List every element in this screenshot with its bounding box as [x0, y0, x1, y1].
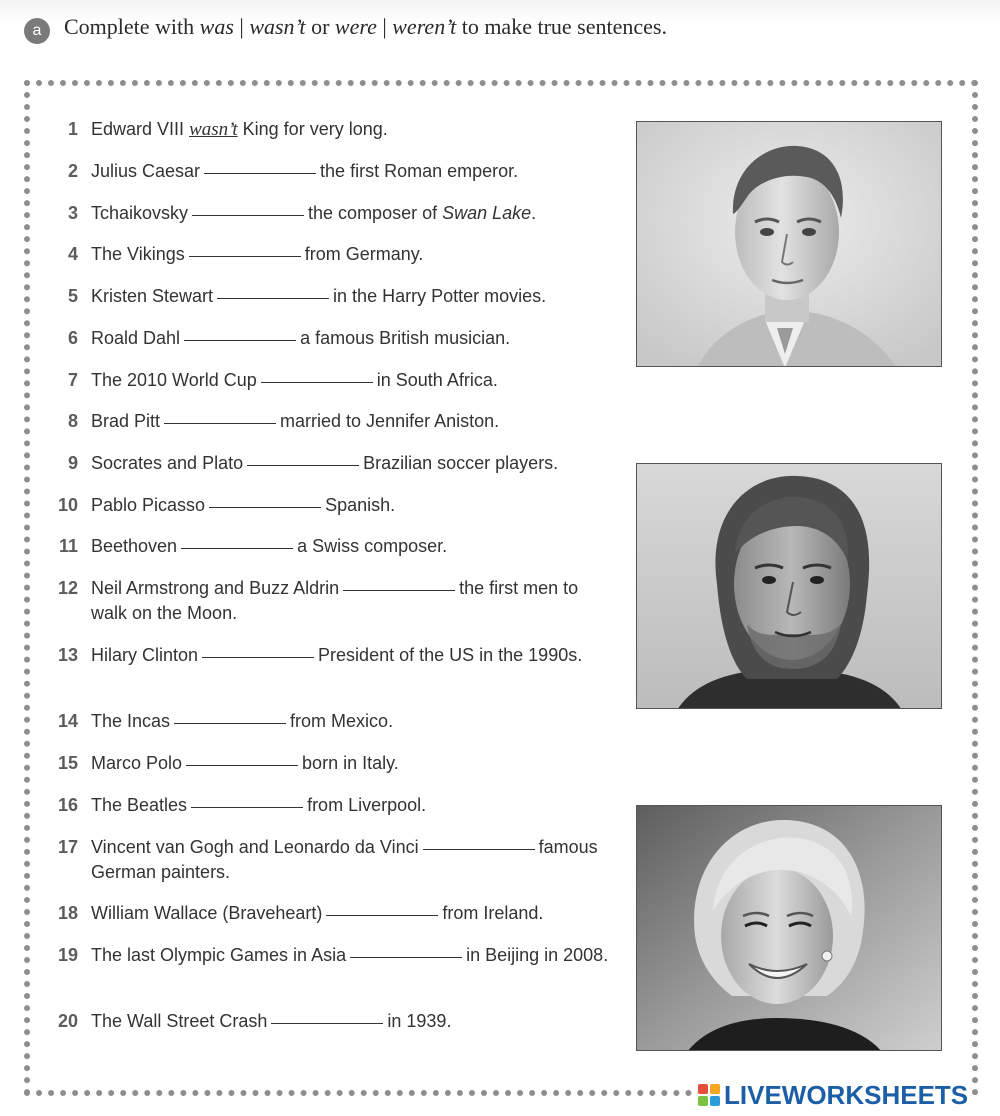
item-number: 17 [57, 837, 78, 857]
item-text [91, 493, 611, 518]
item-text [91, 201, 611, 226]
sentence-start: Pablo Picasso [91, 495, 206, 515]
sentence-start: The 2010 World Cup [91, 370, 257, 390]
item-text [91, 242, 611, 267]
item-number: 11 [58, 536, 78, 556]
section-badge: a [24, 18, 50, 44]
item-number: 16 [57, 795, 78, 815]
answer-blank[interactable] [343, 589, 455, 591]
answer-blank[interactable] [181, 547, 293, 549]
item-number: 6 [67, 328, 78, 348]
sentence-start: The Incas [91, 711, 171, 731]
item-text [91, 284, 611, 309]
sentence-end: born in Italy. [302, 753, 399, 773]
sentence-start: Julius Caesar [91, 161, 201, 181]
item-number: 10 [57, 495, 78, 515]
item-text [91, 643, 611, 668]
sentence-start: The Vikings [91, 244, 185, 264]
item-text [91, 326, 611, 351]
item-text [91, 576, 611, 626]
answer-blank[interactable] [174, 722, 286, 724]
item-text [91, 534, 611, 559]
separator: | [376, 14, 393, 39]
logo-mark-icon [698, 1084, 720, 1106]
sentence-end: the first men to walk on the Moon. [91, 578, 579, 623]
photo-brad-pitt [636, 463, 942, 709]
dotted-frame-bottom [24, 1090, 704, 1096]
item-text [91, 368, 611, 393]
option-wasnt: wasn’t [249, 14, 306, 39]
item-text [91, 117, 611, 142]
portrait-illustration [637, 806, 942, 1051]
sentence-start: William Wallace (Braveheart) [91, 903, 323, 923]
answer-blank[interactable] [184, 339, 296, 341]
answer-blank[interactable] [191, 806, 303, 808]
item-number: 1 [67, 119, 78, 139]
sentence-end: the composer of [308, 203, 443, 223]
instruction-lead: Complete with [64, 14, 200, 39]
photo-hilary-clinton [636, 805, 942, 1051]
item-number: 3 [67, 203, 78, 223]
separator: | [233, 14, 250, 39]
item-number: 9 [67, 453, 78, 473]
answer-blank[interactable] [192, 214, 304, 216]
sentence-start: Edward VIII [91, 119, 185, 139]
item-text [91, 409, 611, 434]
answer-blank[interactable] [271, 1022, 383, 1024]
item-number: 14 [57, 711, 78, 731]
item-text [91, 835, 611, 885]
sentence-end: King for very long. [242, 119, 388, 139]
answer-blank[interactable] [186, 764, 298, 766]
sentence-end: in the Harry Potter movies. [333, 286, 547, 306]
sentence-start: The Beatles [91, 795, 188, 815]
sentence-end: Brazilian soccer players. [363, 453, 559, 473]
sentence-punctuation: . [531, 203, 537, 223]
item-text [91, 1009, 611, 1034]
item-number: 2 [67, 161, 78, 181]
sentence-start: Vincent van Gogh and Leonardo da Vinci [91, 837, 419, 857]
sentence-end: in 1939. [387, 1011, 452, 1031]
item-text [91, 451, 611, 476]
item-text [91, 793, 611, 818]
answer-blank[interactable] [202, 656, 314, 658]
answer-blank[interactable] [350, 956, 462, 958]
answer-blank[interactable] [217, 297, 329, 299]
option-were: were [334, 14, 377, 39]
sentence-start: Hilary Clinton [91, 645, 199, 665]
sentence-start: Tchaikovsky [91, 203, 189, 223]
portrait-illustration [637, 464, 942, 709]
sentence-start: Beethoven [91, 536, 178, 556]
sentence-start: Socrates and Plato [91, 453, 244, 473]
sentence-start: Marco Polo [91, 753, 183, 773]
sentence-end: a famous British musician. [300, 328, 511, 348]
sentence-start: Neil Armstrong and Buzz Aldrin [91, 578, 340, 598]
instruction-text [64, 14, 667, 40]
answer-blank[interactable] [209, 506, 321, 508]
sentence-end: Spanish. [325, 495, 396, 515]
answer-blank[interactable] [261, 381, 373, 383]
item-number: 8 [67, 411, 78, 431]
sentence-start: The Wall Street Crash [91, 1011, 268, 1031]
answer-blank[interactable] [423, 848, 535, 850]
answer-blank[interactable] [164, 422, 276, 424]
sentence-start: Brad Pitt [91, 411, 161, 431]
sentence-end: from Ireland. [442, 903, 544, 923]
sentence-start: Kristen Stewart [91, 286, 214, 306]
sentence-end: President of the US in the 1990s. [318, 645, 583, 665]
item-number: 5 [67, 286, 78, 306]
sentence-end: in Beijing in 2008. [466, 945, 609, 965]
item-text [91, 751, 611, 776]
answer-blank[interactable] [204, 172, 316, 174]
answer-blank[interactable] [326, 914, 438, 916]
item-text [91, 709, 611, 734]
item-text [91, 901, 611, 926]
item-text [91, 159, 611, 184]
answer-blank[interactable] [189, 255, 301, 257]
liveworksheets-logo [698, 1080, 968, 1110]
option-werent: weren’t [392, 14, 457, 39]
item-number: 20 [57, 1011, 78, 1031]
sentence-end: famous German painters. [91, 837, 598, 882]
sentence-end: from Mexico. [290, 711, 394, 731]
or-word: or [305, 14, 335, 39]
logo-text: LIVEWORKSHEETS [724, 1079, 969, 1110]
sentence-end: from Liverpool. [307, 795, 427, 815]
instruction-tail: to make true sentences. [456, 14, 667, 39]
item-number: 18 [57, 903, 78, 923]
sentence-end: from Germany. [304, 244, 424, 264]
sentence-start: The last Olympic Games in Asia [91, 945, 347, 965]
item-number: 19 [57, 945, 78, 965]
item-text [91, 943, 611, 968]
option-was: was [199, 14, 234, 39]
sentence-end: in South Africa. [376, 370, 498, 390]
item-number: 13 [57, 645, 78, 665]
item-number: 15 [57, 753, 78, 773]
answer-blank[interactable] [247, 464, 359, 466]
item-number: 12 [57, 578, 78, 598]
sentence-end: the first Roman emperor. [320, 161, 519, 181]
item-number: 7 [67, 370, 78, 390]
example-answer: wasn’t [189, 119, 238, 140]
sentence-start: Roald Dahl [91, 328, 181, 348]
sentence-end: married to Jennifer Aniston. [280, 411, 500, 431]
portrait-illustration [637, 122, 942, 367]
photo-edward-viii [636, 121, 942, 367]
title-italic: Swan Lake [442, 203, 532, 223]
item-number: 4 [67, 244, 78, 264]
sentence-end: a Swiss composer. [297, 536, 448, 556]
